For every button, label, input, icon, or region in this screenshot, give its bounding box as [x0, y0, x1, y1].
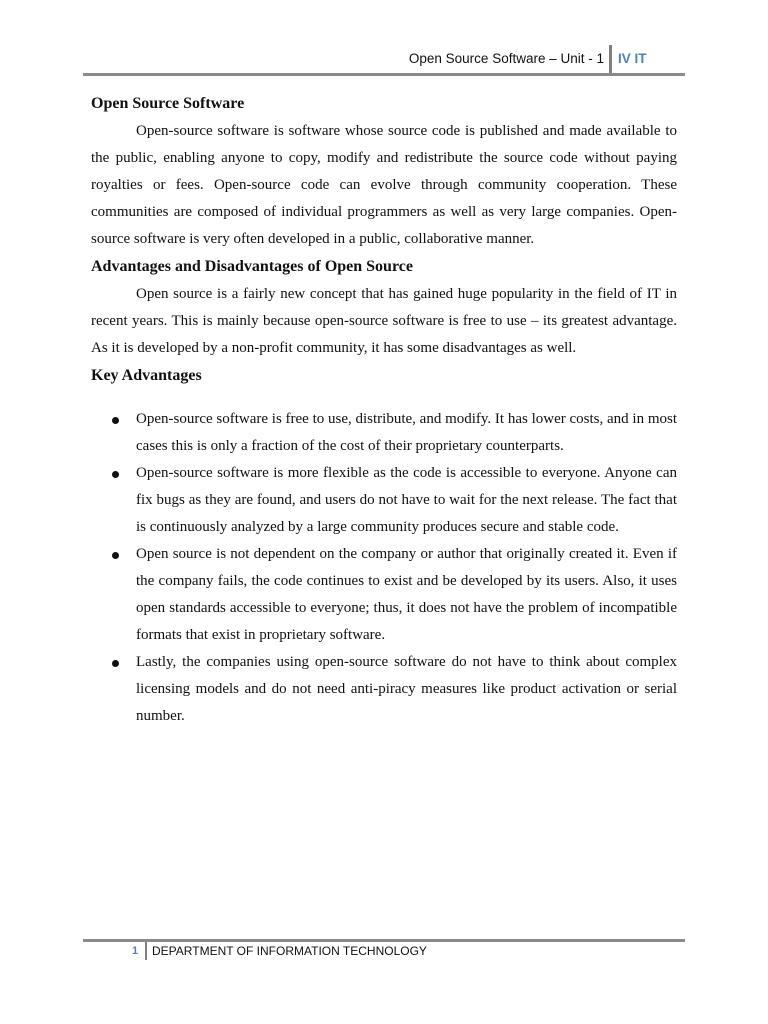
page-header: [0, 0, 768, 80]
key-advantages-list: [91, 406, 677, 730]
list-item: [91, 406, 677, 460]
section-heading-key-advantages: Key Advantages: [91, 367, 202, 384]
page-content: [91, 90, 677, 730]
footer-department: DEPARTMENT OF INFORMATION TECHNOLOGY: [152, 944, 427, 958]
header-title: Open Source Software – Unit - 1: [408, 51, 604, 66]
list-item-text: Open-source software is more flexible as the code is accessible to everyone. Anyone can fix bugs as they are found, and users do not have to wait for the next release. The fact that is continuously analyzed by a large community produces secure and stable code.: [136, 465, 677, 535]
list-item: [91, 541, 677, 649]
section-heading-open-source-software: Open Source Software: [91, 95, 245, 112]
header-class-tag: IV IT: [618, 51, 647, 66]
intro-paragraph: Open-source software is software whose source code is published and made available to the public, enabling anyone to copy, modify and redistribute the source code without paying royalties or fees. Open-source code can evolve through community cooperation. These communities are composed of individual programmers as well as very large companies. Open-source software is very often developed in a public, collaborative manner.: [91, 123, 677, 247]
page-number: 1: [132, 945, 139, 957]
bullet-icon: [112, 552, 119, 559]
advantages-intro-paragraph: Open source is a fairly new concept that has gained huge popularity in the field of IT in recent years. This is mainly because open-source software is free to use – its greatest advantage. As it is developed by a non-profit community, it has some disadvantages as well.: [91, 286, 677, 356]
list-item-text: Open-source software is free to use, distribute, and modify. It has lower costs, and in most cases this is only a fraction of the cost of their proprietary counterparts.: [136, 411, 677, 454]
bullet-icon: [112, 660, 119, 667]
list-item-text: Lastly, the companies using open-source software do not have to think about complex licensing models and do not need anti-piracy measures like product activation or serial number.: [136, 654, 677, 724]
list-item: [91, 649, 677, 730]
footer-rule: [83, 939, 685, 942]
bullet-icon: [112, 417, 119, 424]
list-item-text: Open source is not dependent on the company or author that originally created it. Even if the company fails, the code continues to exist and be developed by its users. Also, it uses open standards accessible to everyone; thus, it does not have the problem of incompatible formats that exist in proprietary software.: [136, 546, 677, 643]
section-heading-advantages-disadvantages: Advantages and Disadvantages of Open Source: [91, 258, 413, 275]
header-separator: [609, 45, 612, 75]
list-item: [91, 460, 677, 541]
bullet-icon: [112, 471, 119, 478]
footer-separator: [145, 942, 147, 960]
header-rule: [83, 73, 685, 76]
